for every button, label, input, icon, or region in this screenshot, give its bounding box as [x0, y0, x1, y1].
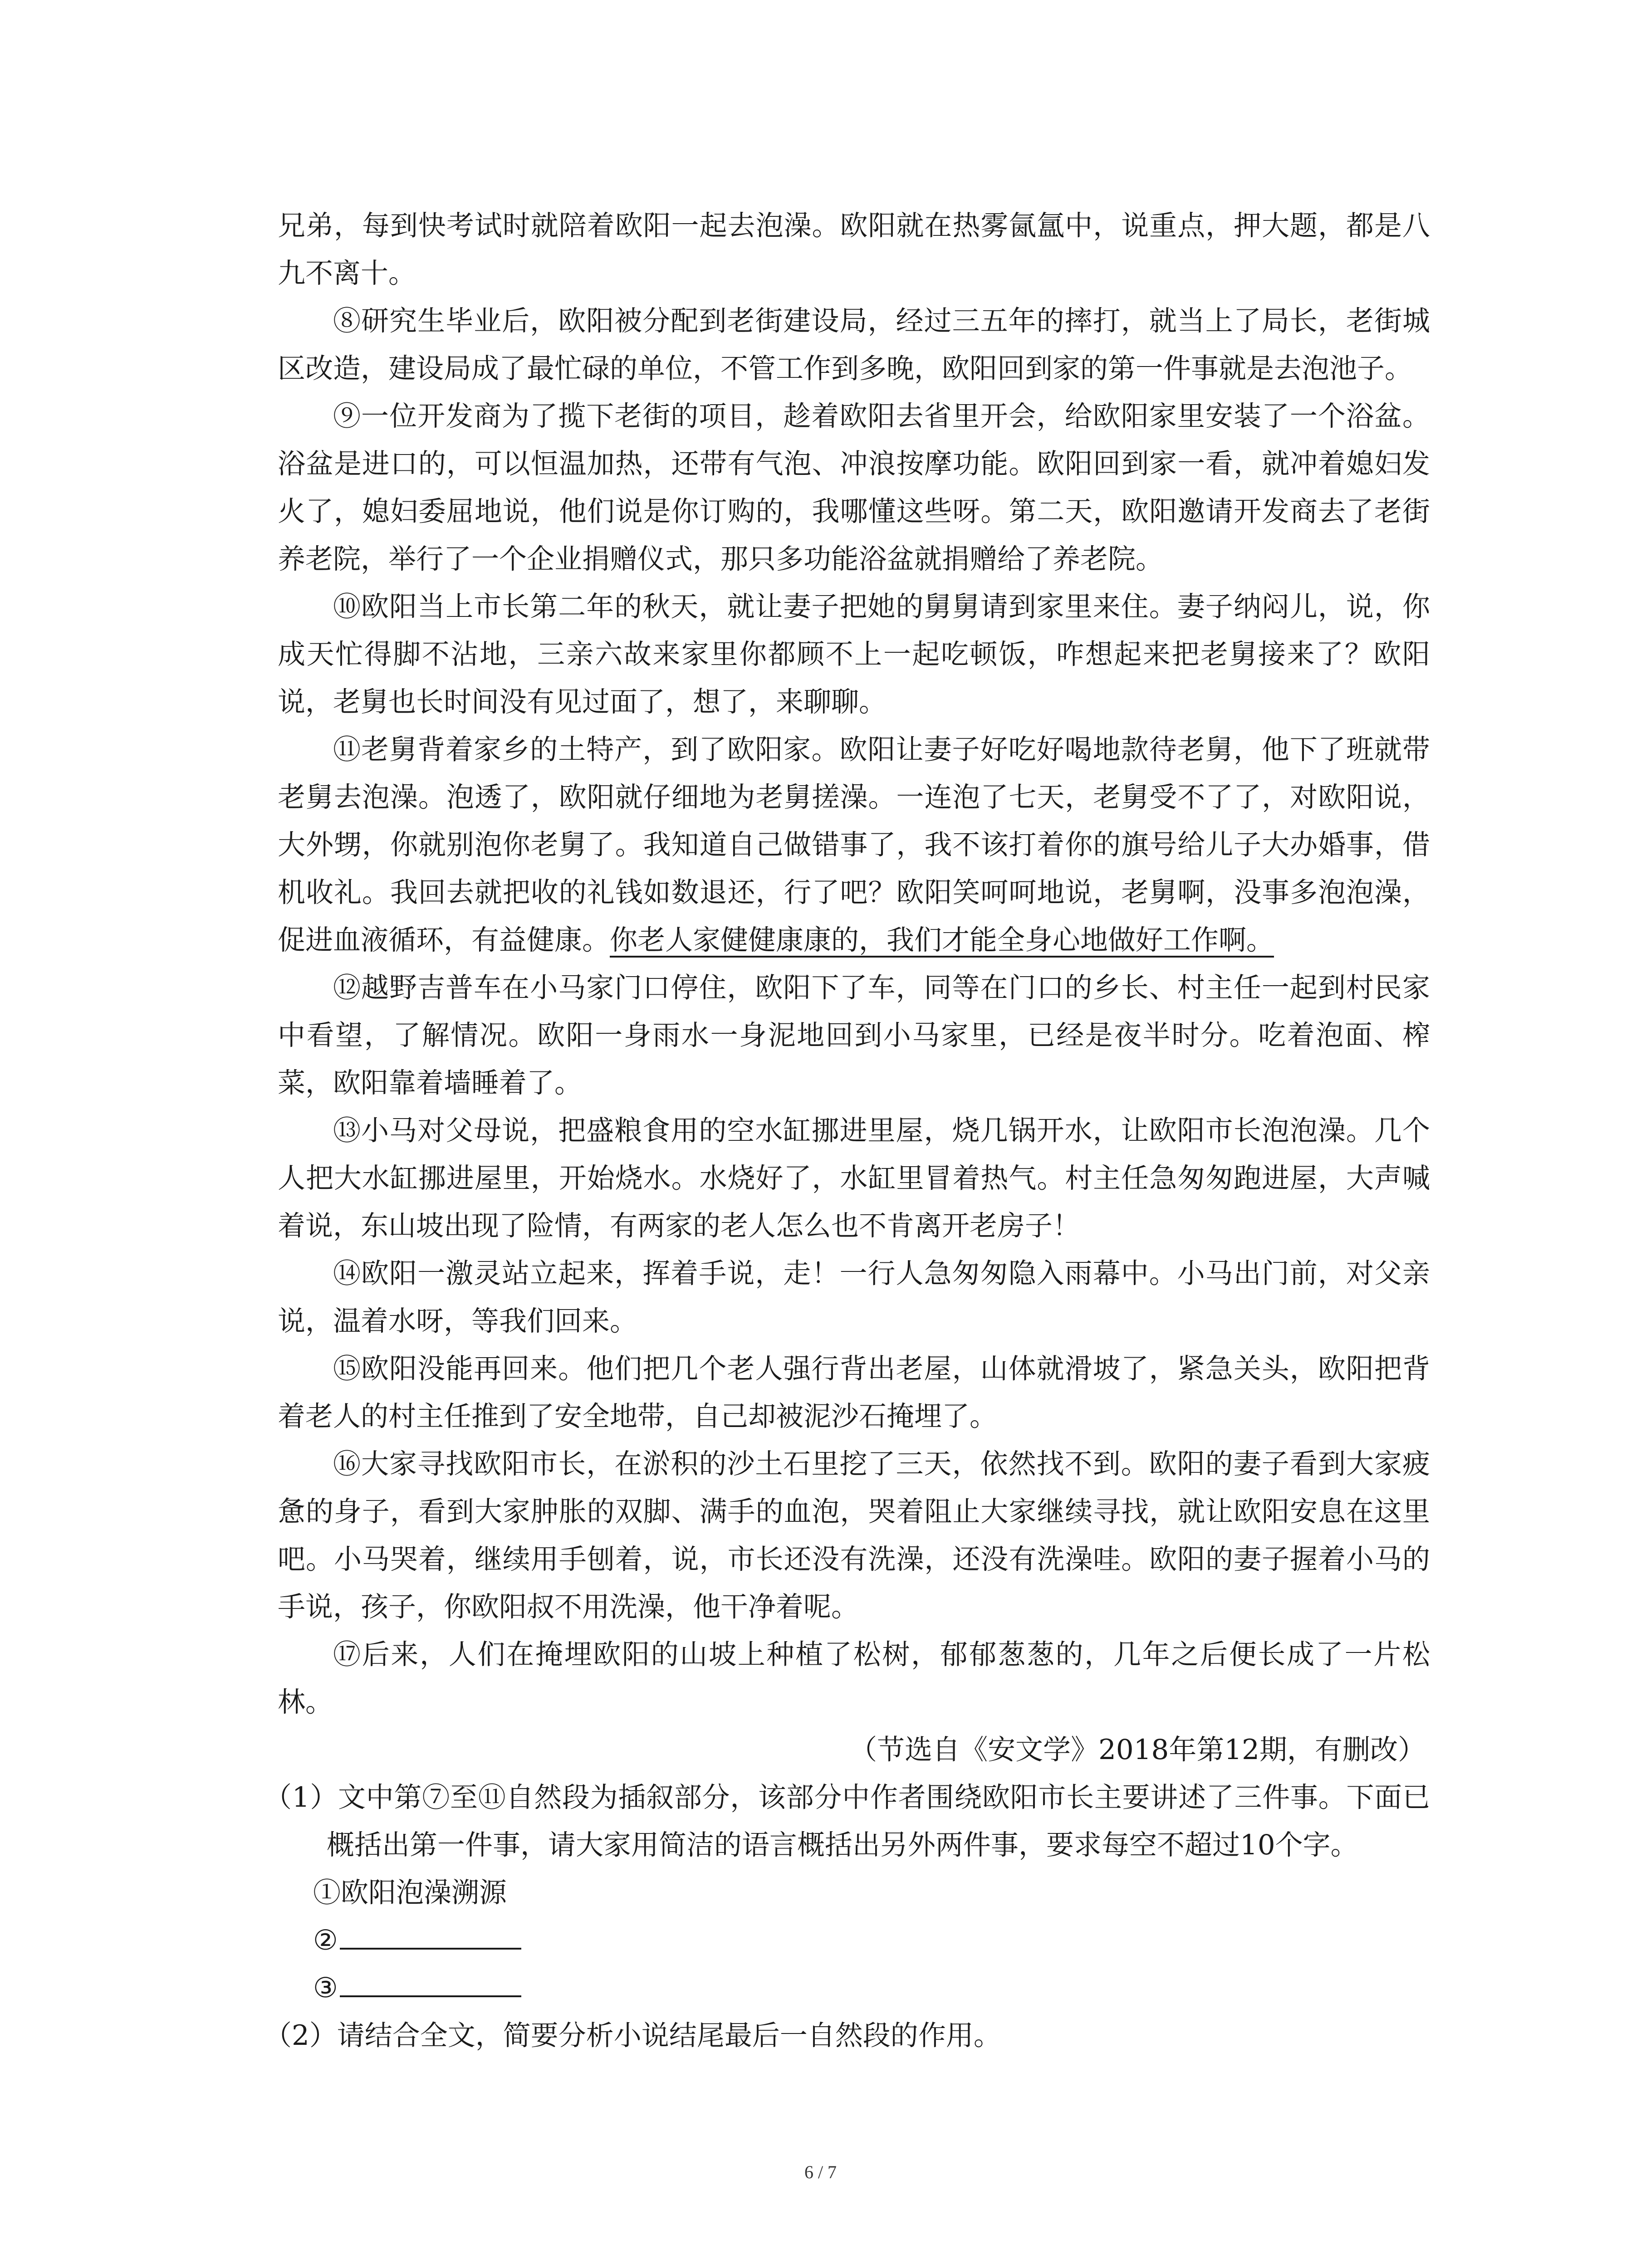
source-citation: （节选自《安文学》2018年第12期，有删改）: [849, 1734, 1425, 1766]
question-1: （1）文中第⑦至⑪自然段为插叙部分，该部分中作者围绕欧阳市长主要讲述了三件事。下面已概括出第一件事，请大家用简洁的语言概括出另外两件事，要求每空不超过10个字。: [264, 1781, 1430, 1861]
question-2: （2）请结合全文，简要分析小说结尾最后一自然段的作用。: [264, 2019, 1001, 2052]
paragraph-13: ⑬小马对父母说，把盛粮食用的空水缸挪进里屋，烧几锅开水，让欧阳市长泡泡澡。几个人把大水缸挪进屋里，开始烧水。水烧好了，水缸里冒着热气。村主任急匆匆跑进屋，大声喊着说，东山坡出现了险情，有两家的老人怎么也不肯离开老房子！: [278, 1114, 1430, 1242]
paragraph-11: [278, 726, 1430, 964]
paragraph-17: ⑰后来，人们在掩埋欧阳的山坡上种植了松树，郁郁葱葱的，几年之后便长成了一片松林。: [278, 1638, 1430, 1718]
answer-item-1: ①欧阳泡澡溯源: [313, 1877, 507, 1909]
document-body: [264, 202, 1430, 2059]
paragraph-continued: 兄弟，每到快考试时就陪着欧阳一起去泡澡。欧阳就在热雾氤氲中，说重点，押大题，都是八九不离十。: [278, 210, 1430, 289]
paragraph-9: ⑨一位开发商为了揽下老街的项目，趁着欧阳去省里开会，给欧阳家里安装了一个浴盆。浴盆是进口的，可以恒温加热，还带有气泡、冲浪按摩功能。欧阳回到家一看，就冲着媳妇发火了，媳妇委屈地说，他们说是你订购的，我哪懂这些呀。第二天，欧阳邀请开发商去了老街养老院，举行了一个企业捐赠仪式，那只多功能浴盆就捐赠给了养老院。: [278, 400, 1430, 575]
underlined-sentence: 你老人家健健康康的，我们才能全身心地做好工作啊。: [610, 924, 1274, 956]
answer-item-2: [264, 1916, 1430, 1964]
answer-item-3-label: ③: [313, 1972, 338, 2004]
paragraph-15: ⑮欧阳没能再回来。他们把几个老人强行背出老屋，山体就滑坡了，紧急关头，欧阳把背着老人的村主任推到了安全地带，自己却被泥沙石掩埋了。: [278, 1353, 1430, 1432]
paragraph-14: ⑭欧阳一激灵站立起来，挥着手说，走！一行人急匆匆隐入雨幕中。小马出门前，对父亲说，温着水呀，等我们回来。: [278, 1257, 1430, 1337]
paragraph-11-text: ⑪老舅背着家乡的土特产，到了欧阳家。欧阳让妻子好吃好喝地款待老舅，他下了班就带老舅去泡澡。泡透了，欧阳就仔细地为老舅搓澡。一连泡了七天，老舅受不了了，对欧阳说，大外甥，你就别泡你老舅了。我知道自己做错事了，我不该打着你的旗号给儿子大办婚事，借机收礼。我回去就把收的礼钱如数退还，行了吧？欧阳笑呵呵地说，老舅啊，没事多泡泡澡，促进血液循环，有益健康。: [278, 733, 1430, 956]
answer-item-3: [264, 1964, 1430, 2012]
page-number: 6 / 7: [804, 2162, 837, 2182]
answer-blank-3[interactable]: [340, 1968, 521, 1997]
paragraph-10: ⑩欧阳当上市长第二年的秋天，就让妻子把她的舅舅请到家里来住。妻子纳闷儿，说，你成天忙得脚不沾地，三亲六故来家里你都顾不上一起吃顿饭，咋想起来把老舅接来了？欧阳说，老舅也长时间没有见过面了，想了，来聊聊。: [278, 591, 1430, 718]
paragraph-12: ⑫越野吉普车在小马家门口停住，欧阳下了车，同等在门口的乡长、村主任一起到村民家中看望，了解情况。欧阳一身雨水一身泥地回到小马家里，已经是夜半时分。吃着泡面、榨菜，欧阳靠着墙睡着了。: [278, 972, 1430, 1099]
paragraph-16: ⑯大家寻找欧阳市长，在淤积的沙土石里挖了三天，依然找不到。欧阳的妻子看到大家疲惫的身子，看到大家肿胀的双脚、满手的血泡，哭着阻止大家继续寻找，就让欧阳安息在这里吧。小马哭着，继续用手刨着，说，市长还没有洗澡，还没有洗澡哇。欧阳的妻子握着小马的手说，孩子，你欧阳叔不用洗澡，他干净着呢。: [278, 1448, 1430, 1623]
answer-item-2-label: ②: [313, 1924, 338, 1956]
answer-blank-2[interactable]: [340, 1921, 521, 1950]
paragraph-8: ⑧研究生毕业后，欧阳被分配到老街建设局，经过三五年的摔打，就当上了局长，老街城区改造，建设局成了最忙碌的单位，不管工作到多晚，欧阳回到家的第一件事就是去泡池子。: [278, 305, 1430, 385]
